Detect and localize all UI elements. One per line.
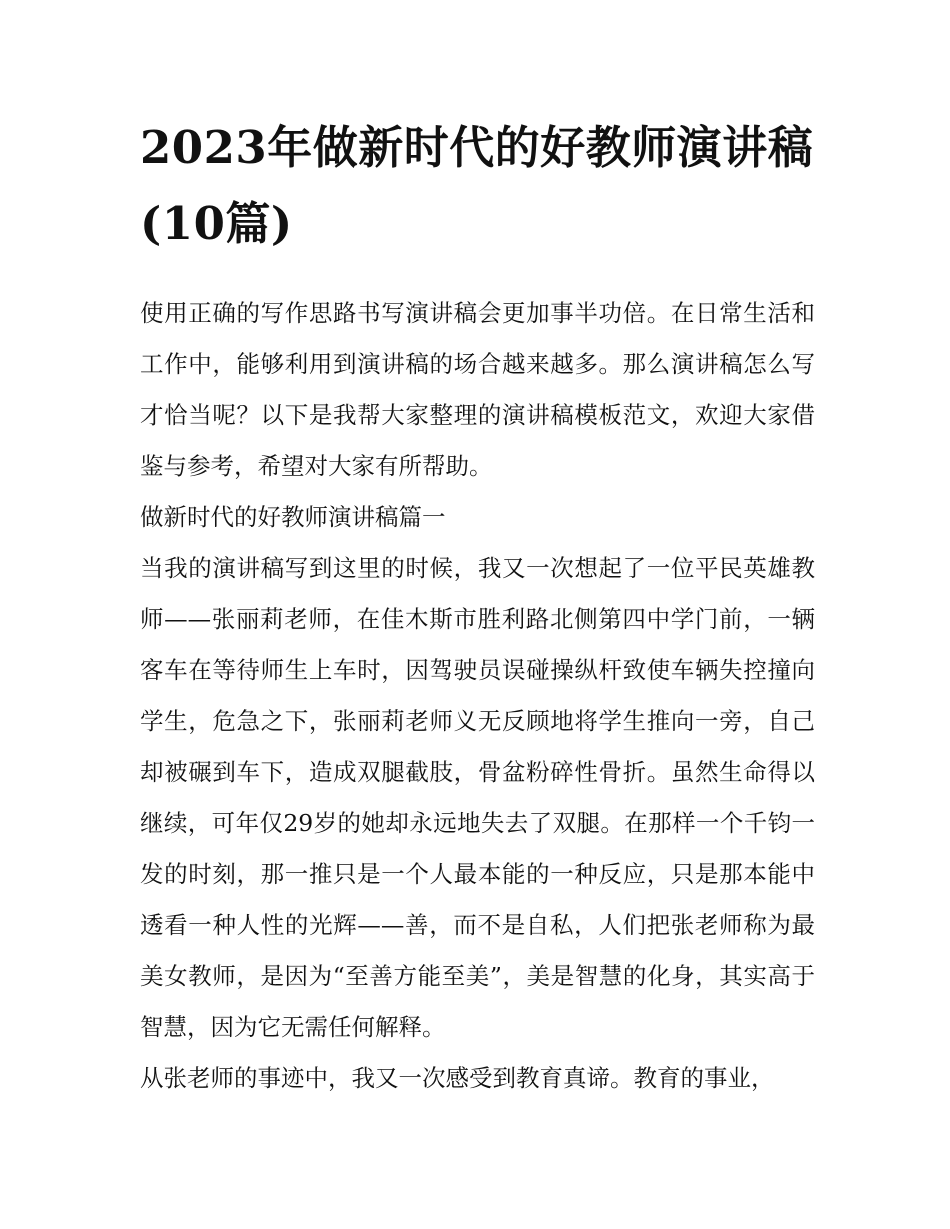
document-page (140, 110, 815, 1104)
document-title: 2023年做新时代的好教师演讲稿(10篇) (140, 121, 814, 250)
intro-paragraph: 使用正确的写作思路书写演讲稿会更加事半功倍。在日常生活和工作中，能够利用到演讲稿的场合越来越多。那么演讲稿怎么写才恰当呢？以下是我帮大家整理的演讲稿模板范文，欢迎大家借鉴与参考，希望对大家有所帮助。 (140, 299, 815, 480)
body-paragraph: 当我的演讲稿写到这里的时候，我又一次想起了一位平民英雄教师——张丽莉老师，在佳木斯市胜利路北侧第四中学门前，一辆客车在等待师生上车时，因驾驶员误碰操纵杆致使车辆失控撞向学生，危急之下，张丽莉老师义无反顾地将学生推向一旁，自己却被碾到车下，造成双腿截肢，骨盆粉碎性骨折。虽然生命得以继续，可年仅29岁的她却永远地失去了双腿。在那样一个千钧一发的时刻，那一推只是一个人最本能的一种反应，只是那本能中透看一种人性的光辉——善，而不是自私，人们把张老师称为最美女教师，是因为“至善方能至美”，美是智慧的化身，其实高于智慧，因为它无需任何解释。 (140, 554, 815, 1041)
section-heading: 做新时代的好教师演讲稿篇一 (140, 503, 446, 531)
body-paragraph: 从张老师的事迹中，我又一次感受到教育真谛。教育的事业， (140, 1064, 775, 1092)
